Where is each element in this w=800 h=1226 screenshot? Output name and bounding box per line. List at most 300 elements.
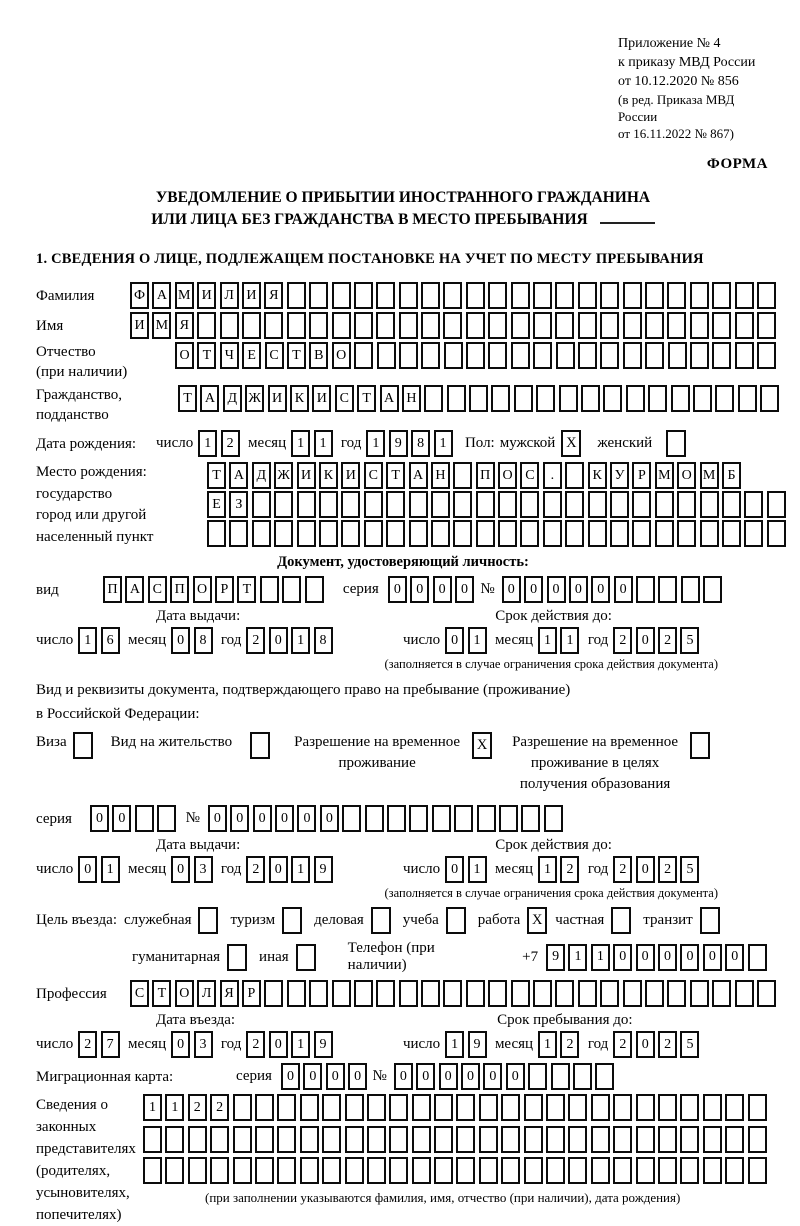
char-cell[interactable]: Н xyxy=(431,462,450,489)
char-cell[interactable]: 0 xyxy=(269,1031,288,1058)
char-cell[interactable] xyxy=(677,491,696,518)
char-cell[interactable] xyxy=(342,805,361,832)
char-cell[interactable] xyxy=(434,1094,453,1121)
char-cell[interactable] xyxy=(568,1094,587,1121)
char-cell[interactable] xyxy=(514,385,533,412)
char-cell[interactable] xyxy=(488,282,507,309)
char-cell[interactable] xyxy=(309,980,328,1007)
char-cell[interactable] xyxy=(332,312,351,339)
char-cell[interactable] xyxy=(568,1126,587,1153)
checkbox-temp-permit[interactable]: X xyxy=(472,732,492,759)
char-cell[interactable]: Т xyxy=(207,462,226,489)
char-cell[interactable]: 0 xyxy=(461,1063,480,1090)
char-cell[interactable] xyxy=(376,980,395,1007)
char-cell[interactable] xyxy=(703,576,722,603)
char-cell[interactable] xyxy=(341,491,360,518)
char-cell[interactable]: У xyxy=(610,462,629,489)
char-cell[interactable] xyxy=(760,385,779,412)
char-cell[interactable]: 1 xyxy=(434,430,453,457)
char-cell[interactable]: М xyxy=(152,312,171,339)
char-cell[interactable]: Д xyxy=(223,385,242,412)
checkbox-residence-permit[interactable] xyxy=(250,732,270,759)
char-cell[interactable]: В xyxy=(309,342,328,369)
char-cell[interactable] xyxy=(498,491,517,518)
char-cell[interactable] xyxy=(287,282,306,309)
char-cell[interactable] xyxy=(501,1157,520,1184)
char-cell[interactable]: К xyxy=(290,385,309,412)
char-cell[interactable]: О xyxy=(175,980,194,1007)
char-cell[interactable] xyxy=(591,1094,610,1121)
char-cell[interactable] xyxy=(610,491,629,518)
char-cell[interactable] xyxy=(533,312,552,339)
char-cell[interactable]: 0 xyxy=(569,576,588,603)
char-cell[interactable] xyxy=(648,385,667,412)
char-cell[interactable] xyxy=(220,312,239,339)
char-cell[interactable] xyxy=(658,1126,677,1153)
char-cell[interactable]: 0 xyxy=(725,944,744,971)
char-cell[interactable] xyxy=(252,491,271,518)
char-cell[interactable]: Т xyxy=(287,342,306,369)
char-cell[interactable] xyxy=(443,980,462,1007)
char-cell[interactable] xyxy=(255,1157,274,1184)
char-cell[interactable]: 1 xyxy=(291,856,310,883)
char-cell[interactable] xyxy=(443,282,462,309)
char-cell[interactable] xyxy=(757,342,776,369)
char-cell[interactable] xyxy=(188,1157,207,1184)
char-cell[interactable] xyxy=(757,312,776,339)
char-cell[interactable] xyxy=(757,282,776,309)
char-cell[interactable] xyxy=(573,1063,592,1090)
char-cell[interactable]: 0 xyxy=(171,627,190,654)
char-cell[interactable]: 2 xyxy=(246,856,265,883)
char-cell[interactable]: 0 xyxy=(320,805,339,832)
char-cell[interactable] xyxy=(277,1126,296,1153)
char-cell[interactable] xyxy=(488,342,507,369)
char-cell[interactable] xyxy=(386,520,405,547)
char-cell[interactable] xyxy=(524,1126,543,1153)
char-cell[interactable]: 0 xyxy=(230,805,249,832)
char-cell[interactable] xyxy=(264,980,283,1007)
char-cell[interactable] xyxy=(543,520,562,547)
char-cell[interactable] xyxy=(767,491,786,518)
char-cell[interactable] xyxy=(412,1157,431,1184)
char-cell[interactable] xyxy=(341,520,360,547)
char-cell[interactable]: Ж xyxy=(245,385,264,412)
char-cell[interactable] xyxy=(578,312,597,339)
char-cell[interactable]: 2 xyxy=(613,627,632,654)
char-cell[interactable]: З xyxy=(229,491,248,518)
char-cell[interactable] xyxy=(703,1126,722,1153)
char-cell[interactable]: 2 xyxy=(613,856,632,883)
char-cell[interactable] xyxy=(456,1126,475,1153)
char-cell[interactable] xyxy=(655,491,674,518)
char-cell[interactable]: С xyxy=(130,980,149,1007)
char-cell[interactable] xyxy=(466,282,485,309)
char-cell[interactable] xyxy=(735,342,754,369)
char-cell[interactable] xyxy=(623,282,642,309)
char-cell[interactable] xyxy=(354,342,373,369)
char-cell[interactable] xyxy=(233,1126,252,1153)
char-cell[interactable] xyxy=(703,1157,722,1184)
char-cell[interactable] xyxy=(466,342,485,369)
char-cell[interactable] xyxy=(322,1126,341,1153)
char-cell[interactable] xyxy=(476,520,495,547)
char-cell[interactable]: К xyxy=(319,462,338,489)
char-cell[interactable]: 0 xyxy=(506,1063,525,1090)
char-cell[interactable] xyxy=(412,1094,431,1121)
char-cell[interactable] xyxy=(555,282,574,309)
char-cell[interactable] xyxy=(287,312,306,339)
char-cell[interactable]: 0 xyxy=(253,805,272,832)
char-cell[interactable] xyxy=(735,312,754,339)
char-cell[interactable]: И xyxy=(242,282,261,309)
char-cell[interactable]: 0 xyxy=(410,576,429,603)
char-cell[interactable]: 0 xyxy=(636,944,655,971)
char-cell[interactable] xyxy=(748,1126,767,1153)
char-cell[interactable] xyxy=(623,980,642,1007)
char-cell[interactable] xyxy=(501,1094,520,1121)
char-cell[interactable]: Р xyxy=(242,980,261,1007)
char-cell[interactable] xyxy=(297,491,316,518)
char-cell[interactable] xyxy=(613,1126,632,1153)
char-cell[interactable]: А xyxy=(229,462,248,489)
char-cell[interactable] xyxy=(332,980,351,1007)
char-cell[interactable]: Ф xyxy=(130,282,149,309)
char-cell[interactable]: 0 xyxy=(455,576,474,603)
char-cell[interactable] xyxy=(680,1126,699,1153)
char-cell[interactable] xyxy=(690,312,709,339)
char-cell[interactable]: И xyxy=(341,462,360,489)
char-cell[interactable] xyxy=(409,805,428,832)
char-cell[interactable] xyxy=(444,342,463,369)
char-cell[interactable] xyxy=(636,1094,655,1121)
char-cell[interactable] xyxy=(626,385,645,412)
char-cell[interactable]: 0 xyxy=(171,1031,190,1058)
char-cell[interactable] xyxy=(364,491,383,518)
char-cell[interactable] xyxy=(738,385,757,412)
char-cell[interactable]: 2 xyxy=(560,1031,579,1058)
char-cell[interactable] xyxy=(690,282,709,309)
char-cell[interactable] xyxy=(712,342,731,369)
char-cell[interactable]: 1 xyxy=(78,627,97,654)
char-cell[interactable]: 0 xyxy=(636,627,655,654)
char-cell[interactable] xyxy=(578,980,597,1007)
char-cell[interactable] xyxy=(345,1157,364,1184)
char-cell[interactable] xyxy=(447,385,466,412)
checkbox-temp-edu-permit[interactable] xyxy=(690,732,710,759)
char-cell[interactable] xyxy=(520,491,539,518)
char-cell[interactable] xyxy=(671,385,690,412)
char-cell[interactable] xyxy=(677,520,696,547)
char-cell[interactable]: 1 xyxy=(198,430,217,457)
char-cell[interactable] xyxy=(700,491,719,518)
char-cell[interactable]: А xyxy=(125,576,144,603)
char-cell[interactable] xyxy=(386,491,405,518)
char-cell[interactable] xyxy=(434,1157,453,1184)
char-cell[interactable] xyxy=(645,980,664,1007)
char-cell[interactable] xyxy=(421,342,440,369)
char-cell[interactable] xyxy=(757,980,776,1007)
char-cell[interactable]: 0 xyxy=(112,805,131,832)
char-cell[interactable]: 1 xyxy=(366,430,385,457)
char-cell[interactable] xyxy=(533,282,552,309)
char-cell[interactable]: Е xyxy=(242,342,261,369)
char-cell[interactable]: 0 xyxy=(614,576,633,603)
char-cell[interactable]: Л xyxy=(197,980,216,1007)
char-cell[interactable] xyxy=(498,520,517,547)
char-cell[interactable] xyxy=(431,491,450,518)
char-cell[interactable] xyxy=(210,1126,229,1153)
char-cell[interactable] xyxy=(559,385,578,412)
char-cell[interactable] xyxy=(667,980,686,1007)
char-cell[interactable] xyxy=(421,312,440,339)
char-cell[interactable] xyxy=(389,1126,408,1153)
char-cell[interactable] xyxy=(466,312,485,339)
char-cell[interactable] xyxy=(603,385,622,412)
char-cell[interactable] xyxy=(524,1094,543,1121)
char-cell[interactable] xyxy=(565,520,584,547)
char-cell[interactable]: 7 xyxy=(101,1031,120,1058)
checkbox-tourism[interactable] xyxy=(282,907,302,934)
char-cell[interactable] xyxy=(421,282,440,309)
char-cell[interactable] xyxy=(165,1126,184,1153)
char-cell[interactable] xyxy=(524,1157,543,1184)
char-cell[interactable] xyxy=(488,980,507,1007)
char-cell[interactable] xyxy=(376,282,395,309)
char-cell[interactable] xyxy=(555,312,574,339)
char-cell[interactable]: 0 xyxy=(703,944,722,971)
char-cell[interactable] xyxy=(300,1157,319,1184)
checkbox-visa[interactable] xyxy=(73,732,93,759)
char-cell[interactable]: 1 xyxy=(568,944,587,971)
char-cell[interactable] xyxy=(274,520,293,547)
char-cell[interactable] xyxy=(364,520,383,547)
char-cell[interactable] xyxy=(300,1094,319,1121)
char-cell[interactable] xyxy=(354,312,373,339)
char-cell[interactable]: 9 xyxy=(468,1031,487,1058)
char-cell[interactable] xyxy=(409,491,428,518)
char-cell[interactable] xyxy=(645,342,664,369)
char-cell[interactable]: О xyxy=(175,342,194,369)
char-cell[interactable] xyxy=(767,520,786,547)
char-cell[interactable]: Р xyxy=(632,462,651,489)
char-cell[interactable] xyxy=(143,1126,162,1153)
char-cell[interactable] xyxy=(712,980,731,1007)
char-cell[interactable] xyxy=(387,805,406,832)
char-cell[interactable]: А xyxy=(200,385,219,412)
char-cell[interactable] xyxy=(443,312,462,339)
char-cell[interactable]: С xyxy=(265,342,284,369)
char-cell[interactable] xyxy=(434,1126,453,1153)
char-cell[interactable]: 1 xyxy=(538,1031,557,1058)
char-cell[interactable]: 0 xyxy=(524,576,543,603)
char-cell[interactable]: 1 xyxy=(143,1094,162,1121)
char-cell[interactable]: П xyxy=(170,576,189,603)
char-cell[interactable] xyxy=(600,980,619,1007)
char-cell[interactable]: 0 xyxy=(445,856,464,883)
char-cell[interactable]: 0 xyxy=(348,1063,367,1090)
char-cell[interactable]: 2 xyxy=(246,1031,265,1058)
char-cell[interactable] xyxy=(690,342,709,369)
char-cell[interactable] xyxy=(453,520,472,547)
char-cell[interactable]: 2 xyxy=(210,1094,229,1121)
checkbox-transit[interactable] xyxy=(700,907,720,934)
char-cell[interactable] xyxy=(722,520,741,547)
char-cell[interactable] xyxy=(658,576,677,603)
char-cell[interactable]: 9 xyxy=(389,430,408,457)
char-cell[interactable] xyxy=(667,282,686,309)
char-cell[interactable] xyxy=(412,1126,431,1153)
char-cell[interactable] xyxy=(712,312,731,339)
char-cell[interactable]: 1 xyxy=(165,1094,184,1121)
char-cell[interactable] xyxy=(332,282,351,309)
char-cell[interactable]: И xyxy=(268,385,287,412)
char-cell[interactable] xyxy=(277,1094,296,1121)
char-cell[interactable] xyxy=(432,805,451,832)
char-cell[interactable]: 1 xyxy=(291,1031,310,1058)
char-cell[interactable]: 8 xyxy=(314,627,333,654)
char-cell[interactable] xyxy=(521,805,540,832)
char-cell[interactable]: Р xyxy=(215,576,234,603)
char-cell[interactable]: 0 xyxy=(547,576,566,603)
char-cell[interactable] xyxy=(233,1094,252,1121)
char-cell[interactable]: С xyxy=(335,385,354,412)
char-cell[interactable] xyxy=(260,576,279,603)
char-cell[interactable] xyxy=(636,1157,655,1184)
char-cell[interactable]: 9 xyxy=(314,856,333,883)
char-cell[interactable] xyxy=(565,491,584,518)
char-cell[interactable] xyxy=(536,385,555,412)
char-cell[interactable] xyxy=(282,576,301,603)
char-cell[interactable] xyxy=(556,342,575,369)
char-cell[interactable]: С xyxy=(364,462,383,489)
char-cell[interactable]: 6 xyxy=(101,627,120,654)
char-cell[interactable] xyxy=(636,576,655,603)
char-cell[interactable] xyxy=(725,1157,744,1184)
char-cell[interactable] xyxy=(399,342,418,369)
char-cell[interactable] xyxy=(700,520,719,547)
char-cell[interactable] xyxy=(255,1126,274,1153)
char-cell[interactable]: 1 xyxy=(468,856,487,883)
char-cell[interactable] xyxy=(300,1126,319,1153)
char-cell[interactable] xyxy=(715,385,734,412)
char-cell[interactable]: 5 xyxy=(680,856,699,883)
char-cell[interactable]: Т xyxy=(386,462,405,489)
char-cell[interactable] xyxy=(623,342,642,369)
char-cell[interactable] xyxy=(479,1157,498,1184)
char-cell[interactable] xyxy=(610,520,629,547)
char-cell[interactable]: 8 xyxy=(194,627,213,654)
char-cell[interactable]: 0 xyxy=(591,576,610,603)
char-cell[interactable] xyxy=(600,342,619,369)
char-cell[interactable] xyxy=(264,312,283,339)
char-cell[interactable] xyxy=(578,282,597,309)
char-cell[interactable] xyxy=(322,1094,341,1121)
char-cell[interactable]: 0 xyxy=(483,1063,502,1090)
char-cell[interactable] xyxy=(188,1126,207,1153)
checkbox-other[interactable] xyxy=(296,944,316,971)
char-cell[interactable] xyxy=(456,1094,475,1121)
char-cell[interactable] xyxy=(454,805,473,832)
char-cell[interactable] xyxy=(568,1157,587,1184)
char-cell[interactable] xyxy=(305,576,324,603)
checkbox-male[interactable]: X xyxy=(561,430,581,457)
char-cell[interactable]: 0 xyxy=(439,1063,458,1090)
char-cell[interactable] xyxy=(409,520,428,547)
char-cell[interactable] xyxy=(520,520,539,547)
char-cell[interactable]: Д xyxy=(252,462,271,489)
char-cell[interactable] xyxy=(744,520,763,547)
char-cell[interactable]: 5 xyxy=(680,1031,699,1058)
char-cell[interactable] xyxy=(533,980,552,1007)
char-cell[interactable] xyxy=(477,805,496,832)
checkbox-study[interactable] xyxy=(446,907,466,934)
char-cell[interactable] xyxy=(613,1157,632,1184)
char-cell[interactable] xyxy=(207,520,226,547)
char-cell[interactable]: П xyxy=(103,576,122,603)
char-cell[interactable] xyxy=(528,1063,547,1090)
char-cell[interactable]: 0 xyxy=(275,805,294,832)
char-cell[interactable] xyxy=(722,491,741,518)
char-cell[interactable]: М xyxy=(700,462,719,489)
char-cell[interactable] xyxy=(277,1157,296,1184)
char-cell[interactable] xyxy=(613,1094,632,1121)
char-cell[interactable]: 2 xyxy=(658,1031,677,1058)
char-cell[interactable] xyxy=(680,1094,699,1121)
char-cell[interactable]: А xyxy=(380,385,399,412)
char-cell[interactable]: Н xyxy=(402,385,421,412)
char-cell[interactable]: П xyxy=(476,462,495,489)
char-cell[interactable] xyxy=(588,491,607,518)
char-cell[interactable] xyxy=(748,1094,767,1121)
char-cell[interactable]: К xyxy=(588,462,607,489)
char-cell[interactable] xyxy=(488,312,507,339)
char-cell[interactable]: . xyxy=(543,462,562,489)
char-cell[interactable]: 0 xyxy=(433,576,452,603)
char-cell[interactable]: Т xyxy=(237,576,256,603)
char-cell[interactable]: 1 xyxy=(314,430,333,457)
char-cell[interactable] xyxy=(748,944,767,971)
char-cell[interactable] xyxy=(469,385,488,412)
char-cell[interactable] xyxy=(287,980,306,1007)
char-cell[interactable] xyxy=(479,1126,498,1153)
char-cell[interactable] xyxy=(748,1157,767,1184)
char-cell[interactable] xyxy=(632,491,651,518)
char-cell[interactable]: 0 xyxy=(502,576,521,603)
char-cell[interactable]: 8 xyxy=(411,430,430,457)
char-cell[interactable]: 1 xyxy=(101,856,120,883)
char-cell[interactable]: Я xyxy=(264,282,283,309)
char-cell[interactable] xyxy=(658,1157,677,1184)
char-cell[interactable]: 0 xyxy=(269,627,288,654)
char-cell[interactable] xyxy=(255,1094,274,1121)
char-cell[interactable] xyxy=(588,520,607,547)
char-cell[interactable]: 1 xyxy=(291,430,310,457)
char-cell[interactable] xyxy=(309,282,328,309)
char-cell[interactable]: 3 xyxy=(194,856,213,883)
char-cell[interactable]: И xyxy=(312,385,331,412)
checkbox-business-trip[interactable] xyxy=(198,907,218,934)
char-cell[interactable]: 1 xyxy=(538,856,557,883)
char-cell[interactable]: 0 xyxy=(90,805,109,832)
char-cell[interactable]: И xyxy=(197,282,216,309)
char-cell[interactable] xyxy=(252,520,271,547)
char-cell[interactable]: А xyxy=(409,462,428,489)
char-cell[interactable]: Е xyxy=(207,491,226,518)
char-cell[interactable]: 2 xyxy=(221,430,240,457)
char-cell[interactable]: И xyxy=(130,312,149,339)
char-cell[interactable] xyxy=(600,312,619,339)
